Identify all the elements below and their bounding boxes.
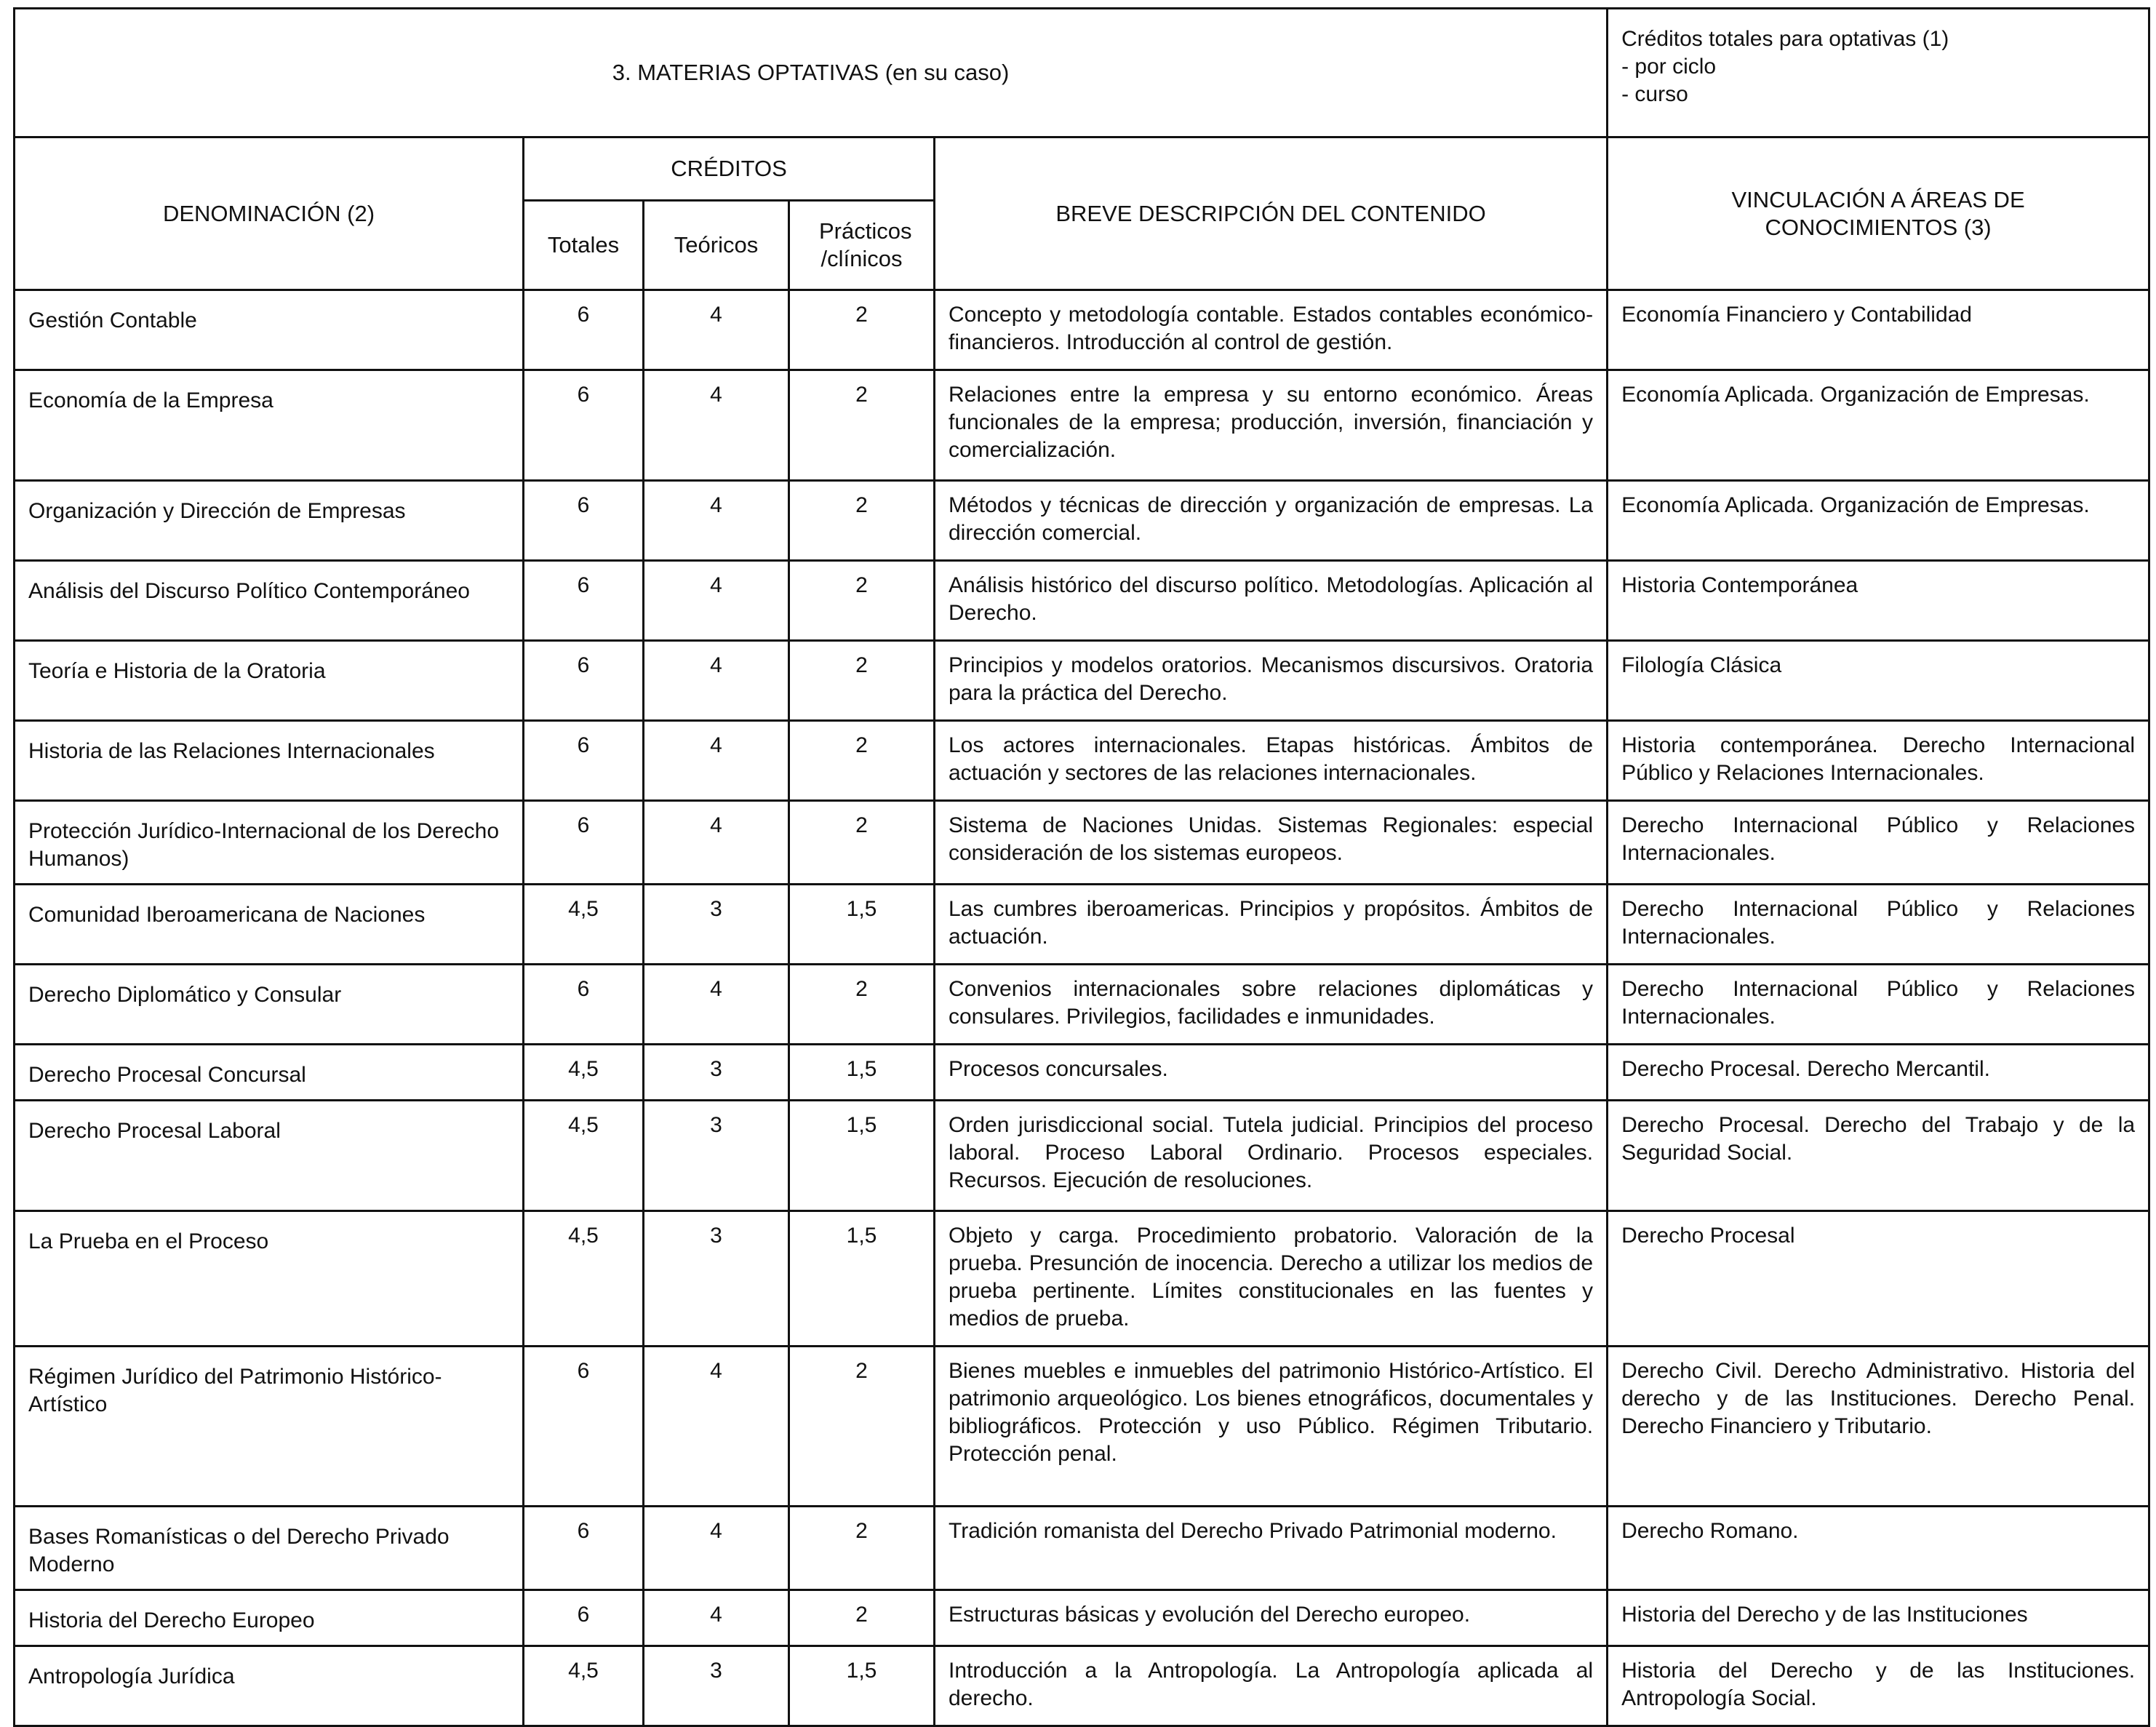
course-name: Análisis del Discurso Político Contemporáneo (15, 561, 524, 641)
knowledge-areas: Filología Clásica (1608, 641, 2149, 721)
credits-totales: 6 (524, 290, 644, 370)
credits-teoricos: 3 (644, 1211, 789, 1347)
credits-practicos: 2 (789, 481, 935, 561)
credits-totales: 6 (524, 481, 644, 561)
col-creditos: CRÉDITOS (524, 137, 935, 201)
credits-totales: 6 (524, 641, 644, 721)
credits-teoricos: 3 (644, 1101, 789, 1211)
table-row (15, 1590, 2149, 1646)
credits-practicos: 2 (789, 1347, 935, 1507)
course-name: Derecho Diplomático y Consular (15, 965, 524, 1045)
content-description: Análisis histórico del discurso político. Metodologías. Aplicación al Derecho. (935, 561, 1608, 641)
content-description: Sistema de Naciones Unidas. Sistemas Regionales: especial consideración de los sistemas europeos. (935, 801, 1608, 885)
credits-teoricos: 4 (644, 561, 789, 641)
credits-teoricos: 4 (644, 965, 789, 1045)
credits-totales: 4,5 (524, 1101, 644, 1211)
credits-teoricos: 3 (644, 1045, 789, 1101)
credits-teoricos: 4 (644, 290, 789, 370)
credits-practicos: 2 (789, 370, 935, 481)
course-name: Historia del Derecho Europeo (15, 1590, 524, 1646)
table-row (15, 1646, 2149, 1726)
table-row (15, 1211, 2149, 1347)
credits-practicos: 2 (789, 290, 935, 370)
table-row (15, 1101, 2149, 1211)
credits-totales: 6 (524, 801, 644, 885)
title-row (15, 9, 2149, 137)
content-description: Las cumbres iberoamericas. Principios y propósitos. Ámbitos de actuación. (935, 885, 1608, 965)
course-name: Teoría e Historia de la Oratoria (15, 641, 524, 721)
table-row (15, 965, 2149, 1045)
credits-practicos: 1,5 (789, 1045, 935, 1101)
credits-practicos: 2 (789, 1507, 935, 1590)
credits-practicos: 2 (789, 801, 935, 885)
content-description: Procesos concursales. (935, 1045, 1608, 1101)
credits-teoricos: 4 (644, 641, 789, 721)
credits-total-box (1608, 9, 2149, 137)
table-row (15, 801, 2149, 885)
course-name: Organización y Dirección de Empresas (15, 481, 524, 561)
table-row (15, 561, 2149, 641)
credits-course-line: - curso (1621, 82, 1688, 106)
credits-totales: 6 (524, 1507, 644, 1590)
course-name: Bases Romanísticas o del Derecho Privado Moderno (15, 1507, 524, 1590)
knowledge-areas: Derecho Internacional Público y Relaciones Internacionales. (1608, 965, 2149, 1045)
course-name: La Prueba en el Proceso (15, 1211, 524, 1347)
content-description: Bienes muebles e inmuebles del patrimonio Histórico-Artístico. El patrimonio arqueológico. Los bienes etnográficos, documentales y bibliográficos. Protección y uso Público. Régimen Tributario. Protección penal. (935, 1347, 1608, 1507)
optativas-table (13, 7, 2150, 1727)
credits-teoricos: 3 (644, 885, 789, 965)
table-row (15, 481, 2149, 561)
course-name: Derecho Procesal Laboral (15, 1101, 524, 1211)
knowledge-areas: Economía Financiero y Contabilidad (1608, 290, 2149, 370)
credits-practicos: 2 (789, 641, 935, 721)
credits-totales: 6 (524, 721, 644, 801)
course-name: Protección Jurídico-Internacional de los Derecho Humanos) (15, 801, 524, 885)
table-row (15, 641, 2149, 721)
knowledge-areas: Derecho Internacional Público y Relaciones Internacionales. (1608, 885, 2149, 965)
credits-teoricos: 4 (644, 801, 789, 885)
course-name: Antropología Jurídica (15, 1646, 524, 1726)
credits-practicos: 2 (789, 965, 935, 1045)
credits-totales: 4,5 (524, 885, 644, 965)
credits-practicos: 2 (789, 721, 935, 801)
course-name: Economía de la Empresa (15, 370, 524, 481)
content-description: Estructuras básicas y evolución del Derecho europeo. (935, 1590, 1608, 1646)
credits-teoricos: 4 (644, 1347, 789, 1507)
credits-practicos: 1,5 (789, 1101, 935, 1211)
credits-practicos: 1,5 (789, 885, 935, 965)
credits-teoricos: 4 (644, 1507, 789, 1590)
credits-teoricos: 3 (644, 1646, 789, 1726)
content-description: Principios y modelos oratorios. Mecanismos discursivos. Oratoria para la práctica del Derecho. (935, 641, 1608, 721)
credits-teoricos: 4 (644, 1590, 789, 1646)
credits-total-line: Créditos totales para optativas (1) (1621, 27, 1949, 51)
credits-totales: 6 (524, 370, 644, 481)
course-name: Gestión Contable (15, 290, 524, 370)
credits-totales: 6 (524, 1347, 644, 1507)
credits-practicos: 1,5 (789, 1211, 935, 1347)
credits-totales: 4,5 (524, 1045, 644, 1101)
credits-teoricos: 4 (644, 481, 789, 561)
content-description: Los actores internacionales. Etapas históricas. Ámbitos de actuación y sectores de las relaciones internacionales. (935, 721, 1608, 801)
knowledge-areas: Derecho Procesal (1608, 1211, 2149, 1347)
credits-teoricos: 4 (644, 370, 789, 481)
knowledge-areas: Derecho Procesal. Derecho Mercantil. (1608, 1045, 2149, 1101)
knowledge-areas: Derecho Procesal. Derecho del Trabajo y de la Seguridad Social. (1608, 1101, 2149, 1211)
content-description: Objeto y carga. Procedimiento probatorio. Valoración de la prueba. Presunción de inocencia. Derecho a utilizar los medios de prueba pertinente. Límites constitucionales en las fuentes y medios de prueba. (935, 1211, 1608, 1347)
content-description: Convenios internacionales sobre relaciones diplomáticas y consulares. Privilegios, facilidades e inmunidades. (935, 965, 1608, 1045)
table-row (15, 721, 2149, 801)
col-denominacion: DENOMINACIÓN (2) (15, 137, 524, 290)
credits-per-cycle-line: - por ciclo (1621, 55, 1717, 79)
credits-totales: 6 (524, 1590, 644, 1646)
col-vinculacion: VINCULACIÓN A ÁREAS DE CONOCIMIENTOS (3) (1608, 137, 2149, 290)
section-title: 3. MATERIAS OPTATIVAS (en su caso) (15, 9, 1608, 137)
table-row (15, 370, 2149, 481)
table-row (15, 1507, 2149, 1590)
content-description: Relaciones entre la empresa y su entorno económico. Áreas funcionales de la empresa; producción, inversión, financiación y comercialización. (935, 370, 1608, 481)
credits-totales: 6 (524, 965, 644, 1045)
credits-practicos: 1,5 (789, 1646, 935, 1726)
table-row (15, 290, 2149, 370)
table-row (15, 1045, 2149, 1101)
col-practicos: Prácticos /clínicos (789, 201, 935, 290)
col-totales: Totales (524, 201, 644, 290)
credits-teoricos: 4 (644, 721, 789, 801)
credits-totales: 4,5 (524, 1211, 644, 1347)
knowledge-areas: Derecho Romano. (1608, 1507, 2149, 1590)
course-name: Comunidad Iberoamericana de Naciones (15, 885, 524, 965)
knowledge-areas: Economía Aplicada. Organización de Empresas. (1608, 481, 2149, 561)
table-row (15, 885, 2149, 965)
credits-practicos: 2 (789, 1590, 935, 1646)
course-name: Historia de las Relaciones Internacionales (15, 721, 524, 801)
document-page (13, 7, 2148, 1727)
knowledge-areas: Historia del Derecho y de las Instituciones. Antropología Social. (1608, 1646, 2149, 1726)
content-description: Introducción a la Antropología. La Antropología aplicada al derecho. (935, 1646, 1608, 1726)
content-description: Orden jurisdiccional social. Tutela judicial. Principios del proceso laboral. Proceso Laboral Ordinario. Procesos especiales. Recursos. Ejecución de resoluciones. (935, 1101, 1608, 1211)
knowledge-areas: Derecho Civil. Derecho Administrativo. Historia del derecho y de las Instituciones. Derecho Penal. Derecho Financiero y Tributario. (1608, 1347, 2149, 1507)
course-name: Régimen Jurídico del Patrimonio Histórico-Artístico (15, 1347, 524, 1507)
header-row-1 (15, 137, 2149, 201)
course-name: Derecho Procesal Concursal (15, 1045, 524, 1101)
credits-totales: 4,5 (524, 1646, 644, 1726)
knowledge-areas: Derecho Internacional Público y Relaciones Internacionales. (1608, 801, 2149, 885)
knowledge-areas: Historia contemporánea. Derecho Internacional Público y Relaciones Internacionales. (1608, 721, 2149, 801)
credits-practicos: 2 (789, 561, 935, 641)
content-description: Métodos y técnicas de dirección y organización de empresas. La dirección comercial. (935, 481, 1608, 561)
credits-totales: 6 (524, 561, 644, 641)
col-teoricos: Teóricos (644, 201, 789, 290)
content-description: Concepto y metodología contable. Estados contables económico-financieros. Introducción al control de gestión. (935, 290, 1608, 370)
knowledge-areas: Historia del Derecho y de las Instituciones (1608, 1590, 2149, 1646)
knowledge-areas: Economía Aplicada. Organización de Empresas. (1608, 370, 2149, 481)
content-description: Tradición romanista del Derecho Privado Patrimonial moderno. (935, 1507, 1608, 1590)
col-descripcion: BREVE DESCRIPCIÓN DEL CONTENIDO (935, 137, 1608, 290)
knowledge-areas: Historia Contemporánea (1608, 561, 2149, 641)
table-row (15, 1347, 2149, 1507)
